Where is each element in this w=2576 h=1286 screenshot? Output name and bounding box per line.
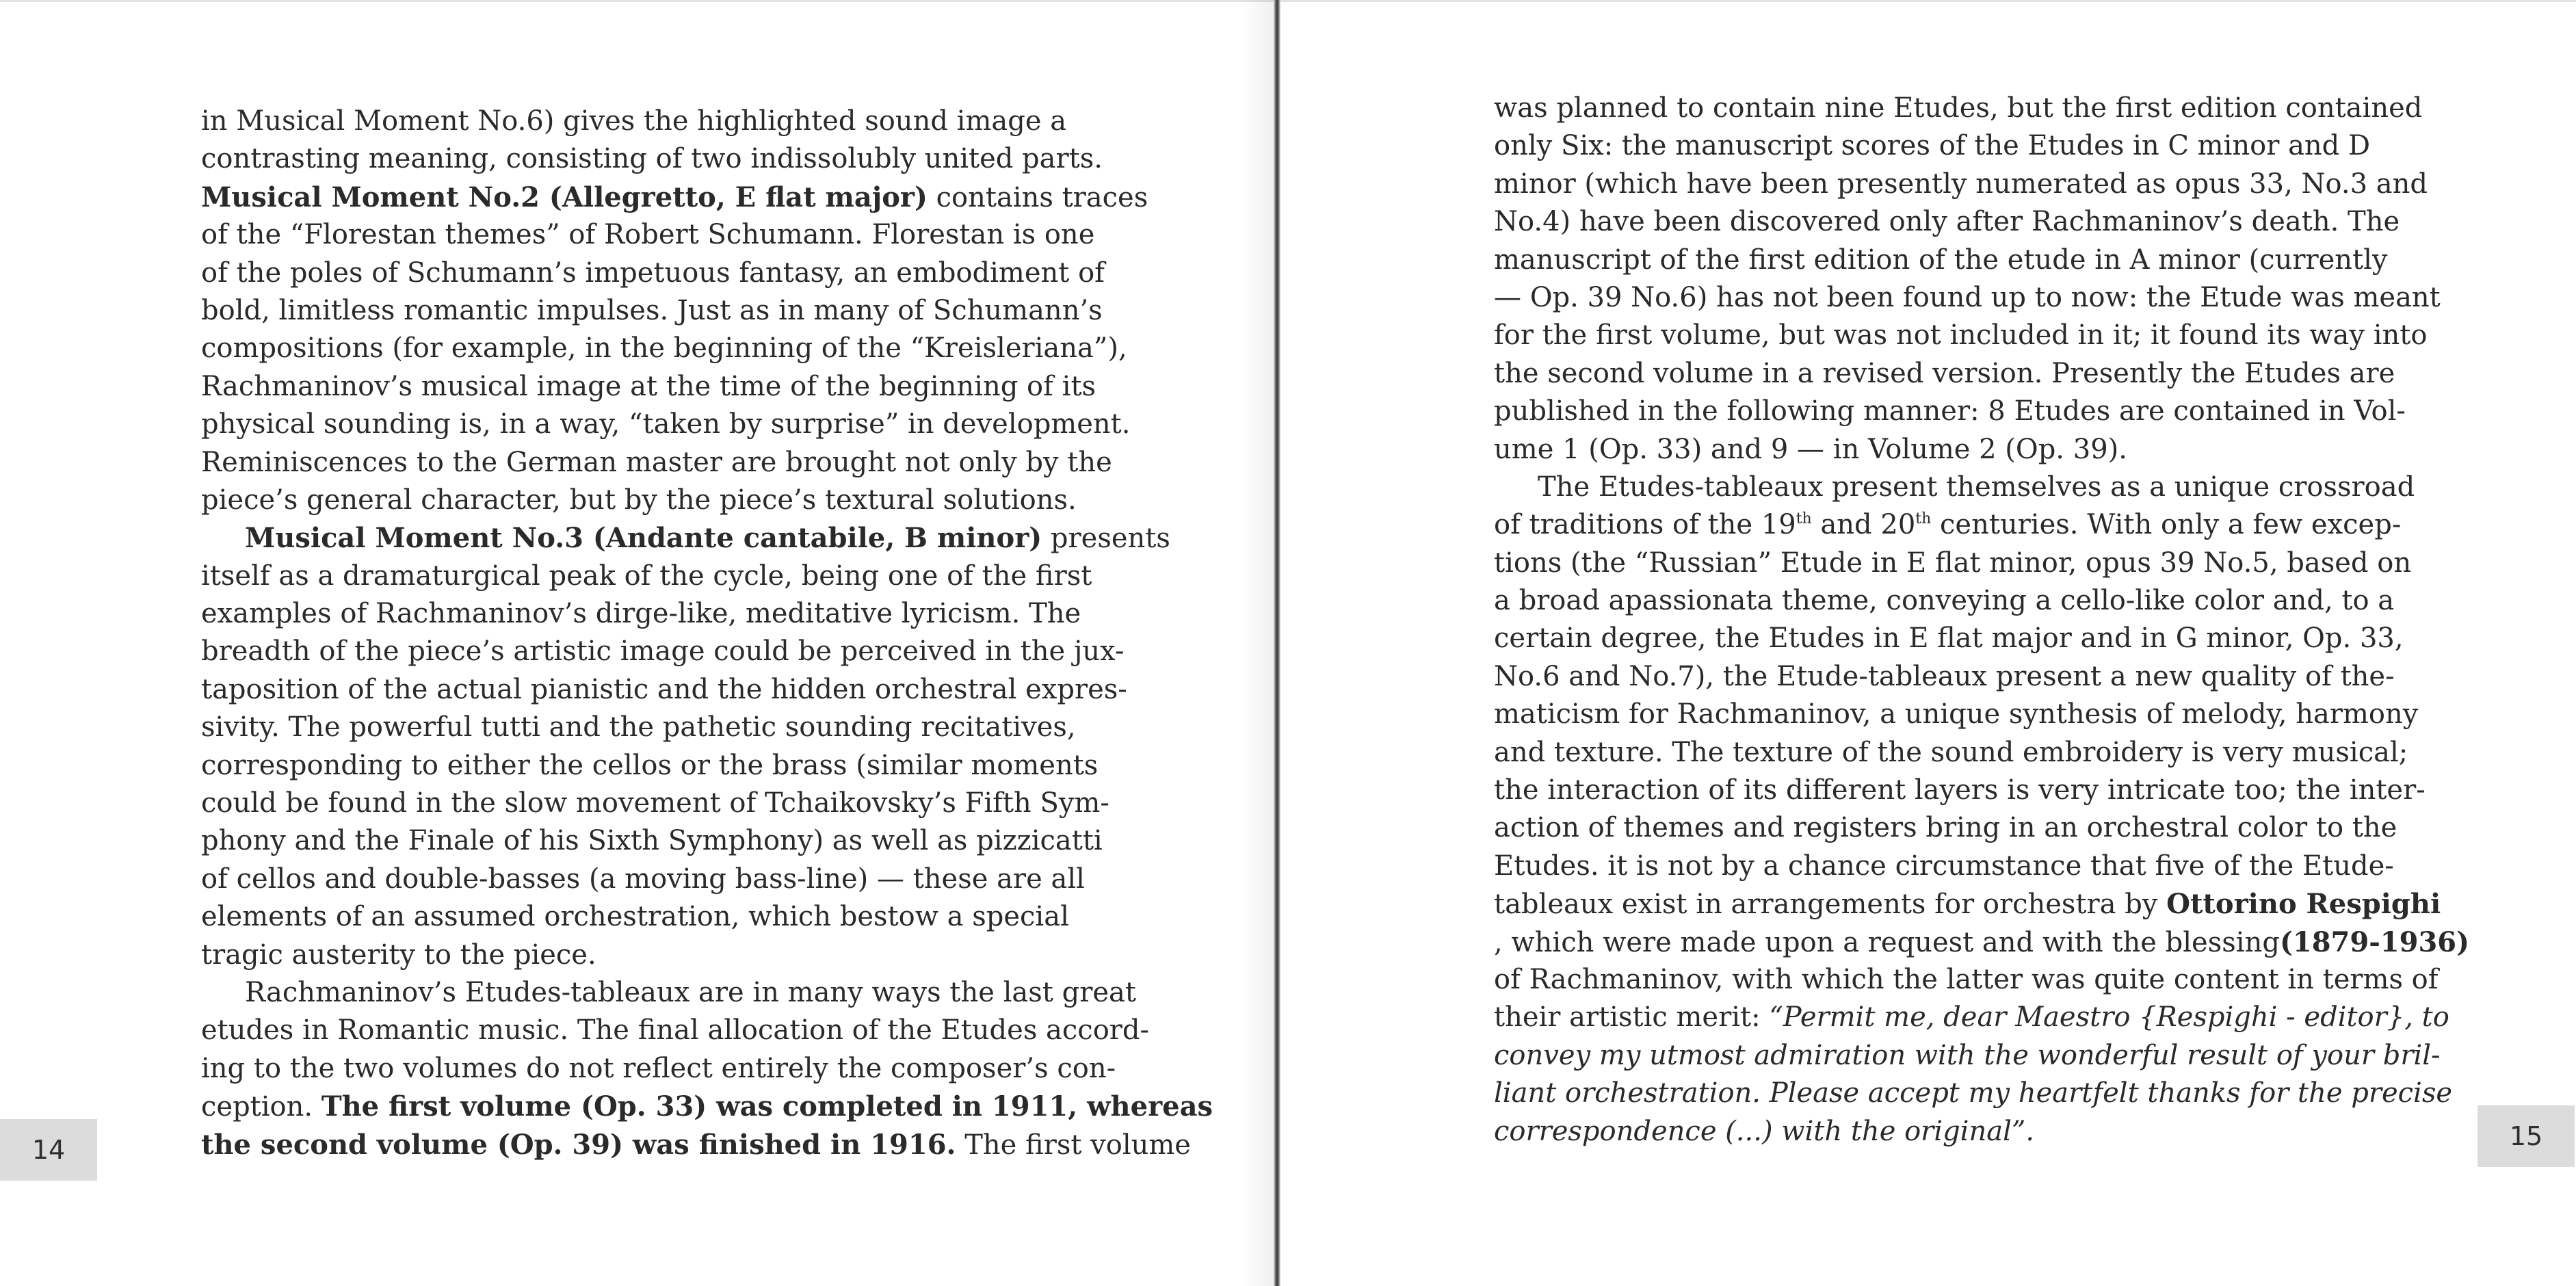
text-run: , which were made upon a request and with the blessing bbox=[1494, 926, 2280, 958]
italic-quote: liant orchestration. Please accept my heartfelt thanks for the precise bbox=[1494, 1077, 2453, 1110]
text-line bbox=[201, 179, 1213, 216]
text-line: corresponding to either the cellos or the brass (similar moments bbox=[201, 749, 1099, 781]
text-line: maticism for Rachmaninov, a unique synthesis of melody, harmony bbox=[1494, 698, 2419, 731]
italic-quote: correspondence (...) with the original”. bbox=[1494, 1115, 2035, 1147]
text-line bbox=[201, 974, 1213, 1012]
page-number-left: 14 bbox=[0, 1119, 97, 1181]
text-line: Reminiscences to the German master are brought not only by the bbox=[201, 446, 1112, 478]
text-line: bold, limitless romantic impulses. Just as in many of Schumann’s bbox=[201, 294, 1103, 326]
bold-text: the second volume (Op. 39) was finished in 1916. bbox=[201, 1128, 956, 1161]
text-run: of traditions of the 19 bbox=[1494, 509, 1796, 541]
text-line: contrasting meaning, consisting of two indissolubly united parts. bbox=[201, 143, 1103, 175]
text-line: for the first volume, but was not included in it; it found its way into bbox=[1494, 319, 2428, 352]
text-run: and 20 bbox=[1811, 509, 1916, 541]
text-line bbox=[1494, 1113, 2469, 1151]
text-line bbox=[1494, 923, 2469, 961]
text-line: was planned to contain nine Etudes, but the first edition contained bbox=[1494, 92, 2423, 124]
text-line bbox=[1494, 1075, 2469, 1112]
text-line bbox=[1494, 506, 2469, 544]
text-line: No.6 and No.7), the Etude-tableaux present a new quality of the- bbox=[1494, 660, 2395, 692]
text-line: ume 1 (Op. 33) and 9 — in Volume 2 (Op. 39). bbox=[1494, 433, 2127, 465]
text-line bbox=[1494, 469, 2469, 506]
bold-text: (1879-1936) bbox=[2279, 926, 2470, 958]
italic-quote: convey my utmost admiration with the wonderful result of your bril- bbox=[1494, 1039, 2441, 1071]
text-run: ception. bbox=[201, 1091, 321, 1123]
bold-text: The first volume (Op. 33) was completed in 1911, whereas bbox=[321, 1090, 1213, 1123]
text-run: their artistic merit: bbox=[1494, 1001, 1770, 1034]
text-line bbox=[1494, 885, 2469, 923]
bold-text: Musical Moment No.3 (Andante cantabile, B minor) bbox=[245, 522, 1042, 555]
text-line: sivity. The powerful tutti and the pathetic sounding recitatives, bbox=[201, 711, 1076, 744]
text-line bbox=[201, 1126, 1213, 1164]
right-page-text bbox=[1494, 90, 2469, 1151]
text-line: the second volume in a revised version. Presently the Etudes are bbox=[1494, 357, 2395, 389]
top-edge bbox=[0, 0, 2576, 2]
text-run: tableaux exist in arrangements for orchestra by bbox=[1494, 889, 2167, 921]
text-line: Rachmaninov’s musical image at the time of the beginning of its bbox=[201, 370, 1096, 402]
italic-quote: “Permit me, dear Maestro {Respighi - editor}, to bbox=[1769, 1001, 2449, 1034]
left-page-text bbox=[201, 103, 1213, 1164]
text-line: ing to the two volumes do not reflect entirely the composer’s con- bbox=[201, 1052, 1116, 1084]
text-line bbox=[201, 519, 1213, 557]
text-line: itself as a dramaturgical peak of the cycle, being one of the first bbox=[201, 560, 1092, 592]
text-line: No.4) have been discovered only after Rachmaninov’s death. The bbox=[1494, 206, 2400, 238]
superscript: th bbox=[1915, 510, 1932, 528]
text-line: taposition of the actual pianistic and the hidden orchestral expres- bbox=[201, 673, 1127, 705]
text-line: of the poles of Schumann’s impetuous fantasy, an embodiment of bbox=[201, 257, 1105, 289]
text-line: in Musical Moment No.6) gives the highlighted sound image a bbox=[201, 105, 1067, 137]
bold-text: Ottorino Respighi bbox=[2166, 888, 2441, 921]
text-line: etudes in Romantic music. The final allocation of the Etudes accord- bbox=[201, 1014, 1150, 1047]
text-run: contains traces bbox=[927, 181, 1148, 213]
text-line: elements of an assumed orchestration, which bestow a special bbox=[201, 901, 1069, 933]
text-line: piece’s general character, but by the piece’s textural solutions. bbox=[201, 484, 1077, 516]
text-run: Rachmaninov’s Etudes-tableaux are in many ways the last great bbox=[245, 976, 1136, 1008]
text-line: Etudes. it is not by a chance circumstance that five of the Etude- bbox=[1494, 850, 2394, 882]
text-line: tions (the “Russian” Etude in E flat minor, opus 39 No.5, based on bbox=[1494, 547, 2412, 579]
text-line: minor (which have been presently numerated as opus 33, No.3 and bbox=[1494, 168, 2428, 200]
text-line: a broad apassionata theme, conveying a cello-like color and, to a bbox=[1494, 585, 2395, 617]
book-gutter bbox=[1274, 0, 1280, 1286]
text-line: of the “Florestan themes” of Robert Schumann. Florestan is one bbox=[201, 219, 1095, 251]
text-line bbox=[1494, 1037, 2469, 1075]
text-line: certain degree, the Etudes in E flat major and in G minor, Op. 33, bbox=[1494, 622, 2404, 655]
superscript: th bbox=[1796, 510, 1812, 528]
text-line: compositions (for example, in the beginning of the “Kreisleriana”), bbox=[201, 332, 1127, 365]
text-line: — Op. 39 No.6) has not been found up to now: the Etude was meant bbox=[1494, 281, 2441, 313]
text-run: centuries. With only a few excep- bbox=[1931, 509, 2402, 541]
text-run: The Etudes-tableaux present themselves as a unique crossroad bbox=[1538, 471, 2415, 503]
text-line: breadth of the piece’s artistic image could be perceived in the jux- bbox=[201, 635, 1125, 668]
text-line: of Rachmaninov, with which the latter was quite content in terms of bbox=[1494, 963, 2439, 995]
text-line: only Six: the manuscript scores of the Etudes in C minor and D bbox=[1494, 130, 2371, 162]
text-line: examples of Rachmaninov’s dirge-like, meditative lyricism. The bbox=[201, 598, 1081, 630]
text-line bbox=[201, 1088, 1213, 1125]
gutter-shadow bbox=[1241, 0, 1274, 1286]
page-number-right: 15 bbox=[2478, 1105, 2575, 1167]
text-line: published in the following manner: 8 Etudes are contained in Vol- bbox=[1494, 395, 2406, 428]
text-line: the interaction of its different layers is very intricate too; the inter- bbox=[1494, 774, 2426, 806]
text-line: tragic austerity to the piece. bbox=[201, 939, 596, 971]
text-line: of cellos and double-basses (a moving bass-line) — these are all bbox=[201, 863, 1085, 895]
bold-text: Musical Moment No.2 (Allegretto, E flat major) bbox=[201, 181, 928, 213]
text-line: physical sounding is, in a way, “taken by surprise” in development. bbox=[201, 408, 1131, 441]
text-line: action of themes and registers bring in an orchestral color to the bbox=[1494, 812, 2397, 844]
text-line: and texture. The texture of the sound embroidery is very musical; bbox=[1494, 736, 2408, 768]
text-line: could be found in the slow movement of Tchaikovsky’s Fifth Sym- bbox=[201, 787, 1109, 819]
text-line: manuscript of the first edition of the etude in A minor (currently bbox=[1494, 244, 2388, 276]
text-line: phony and the Finale of his Sixth Symphony) as well as pizzicatti bbox=[201, 825, 1103, 857]
text-run: presents bbox=[1042, 523, 1170, 555]
text-line bbox=[1494, 999, 2469, 1036]
text-run: The first volume bbox=[956, 1129, 1191, 1161]
